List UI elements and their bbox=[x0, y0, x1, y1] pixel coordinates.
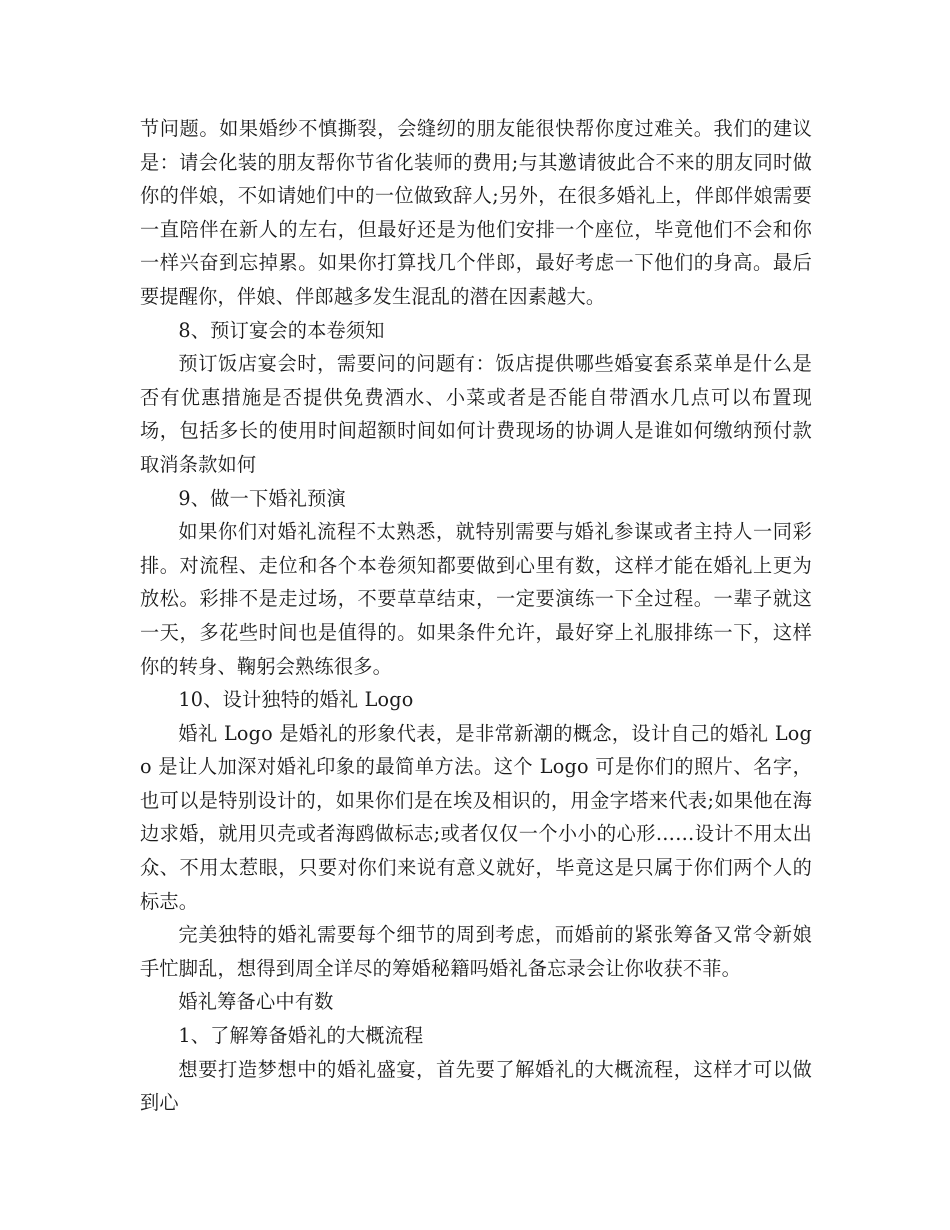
paragraph-banquet: 预订饭店宴会时，需要问的问题有：饭店提供哪些婚宴套系菜单是什么是否有优惠措施是否提供免费酒水、小菜或者是否能自带酒水几点可以布置现场，包括多长的使用时间超额时间如何计费现场的协调人是谁如何缴纳预付款取消条款如何 bbox=[140, 352, 812, 476]
section-heading-9: 9、做一下婚礼预演 bbox=[178, 486, 346, 510]
section-heading-8: 8、预订宴会的本卷须知 bbox=[178, 318, 385, 342]
section-heading-prep: 婚礼筹备心中有数 bbox=[178, 990, 334, 1014]
paragraph-logo: 婚礼 Logo 是婚礼的形象代表，是非常新潮的概念，设计自己的婚礼 Logo 是让人加深对婚礼印象的最简单方法。这个 Logo 可是你们的照片、名字，也可以是特别设计的，如果你们是在埃及相识的，用金字塔来代表;如果他在海边求婚，就用贝壳或者海鸥做标志;或者仅仅一个小小的心形……设计不用太出众、不用太惹眼，只要对你们来说有意义就好，毕竟这是只属于你们两个人的标志。 bbox=[140, 721, 812, 913]
document-page bbox=[140, 112, 812, 1120]
paragraph-flow: 想要打造梦想中的婚礼盛宴，首先要了解婚礼的大概流程，这样才可以做到心 bbox=[140, 1057, 812, 1115]
paragraph-continued: 节问题。如果婚纱不慎撕裂，会缝纫的朋友能很快帮你度过难关。我们的建议是：请会化装的朋友帮你节省化装师的费用;与其邀请彼此合不来的朋友同时做你的伴娘，不如请她们中的一位做致辞人;另外，在很多婚礼上，伴郎伴娘需要一直陪伴在新人的左右，但最好还是为他们安排一个座位，毕竟他们不会和你一样兴奋到忘掉累。如果你打算找几个伴郎，最好考虑一下他们的身高。最后要提醒你，伴娘、伴郎越多发生混乱的潜在因素越大。 bbox=[140, 117, 812, 308]
section-heading-1: 1、了解筹备婚礼的大概流程 bbox=[178, 1024, 424, 1048]
section-heading-10: 10、设计独特的婚礼 Logo bbox=[178, 688, 414, 712]
paragraph-rehearsal: 如果你们对婚礼流程不太熟悉，就特别需要与婚礼参谋或者主持人一同彩排。对流程、走位和各个本卷须知都要做到心里有数，这样才能在婚礼上更为放松。彩排不是走过场，不要草草结束，一定要演练一下全过程。一辈子就这一天，多花些时间也是值得的。如果条件允许，最好穿上礼服排练一下，这样你的转身、鞠躬会熟练很多。 bbox=[140, 520, 812, 678]
paragraph-summary: 完美独特的婚礼需要每个细节的周到考虑，而婚前的紧张筹备又常令新娘手忙脚乱，想得到周全详尽的筹婚秘籍吗婚礼备忘录会让你收获不菲。 bbox=[140, 923, 812, 980]
